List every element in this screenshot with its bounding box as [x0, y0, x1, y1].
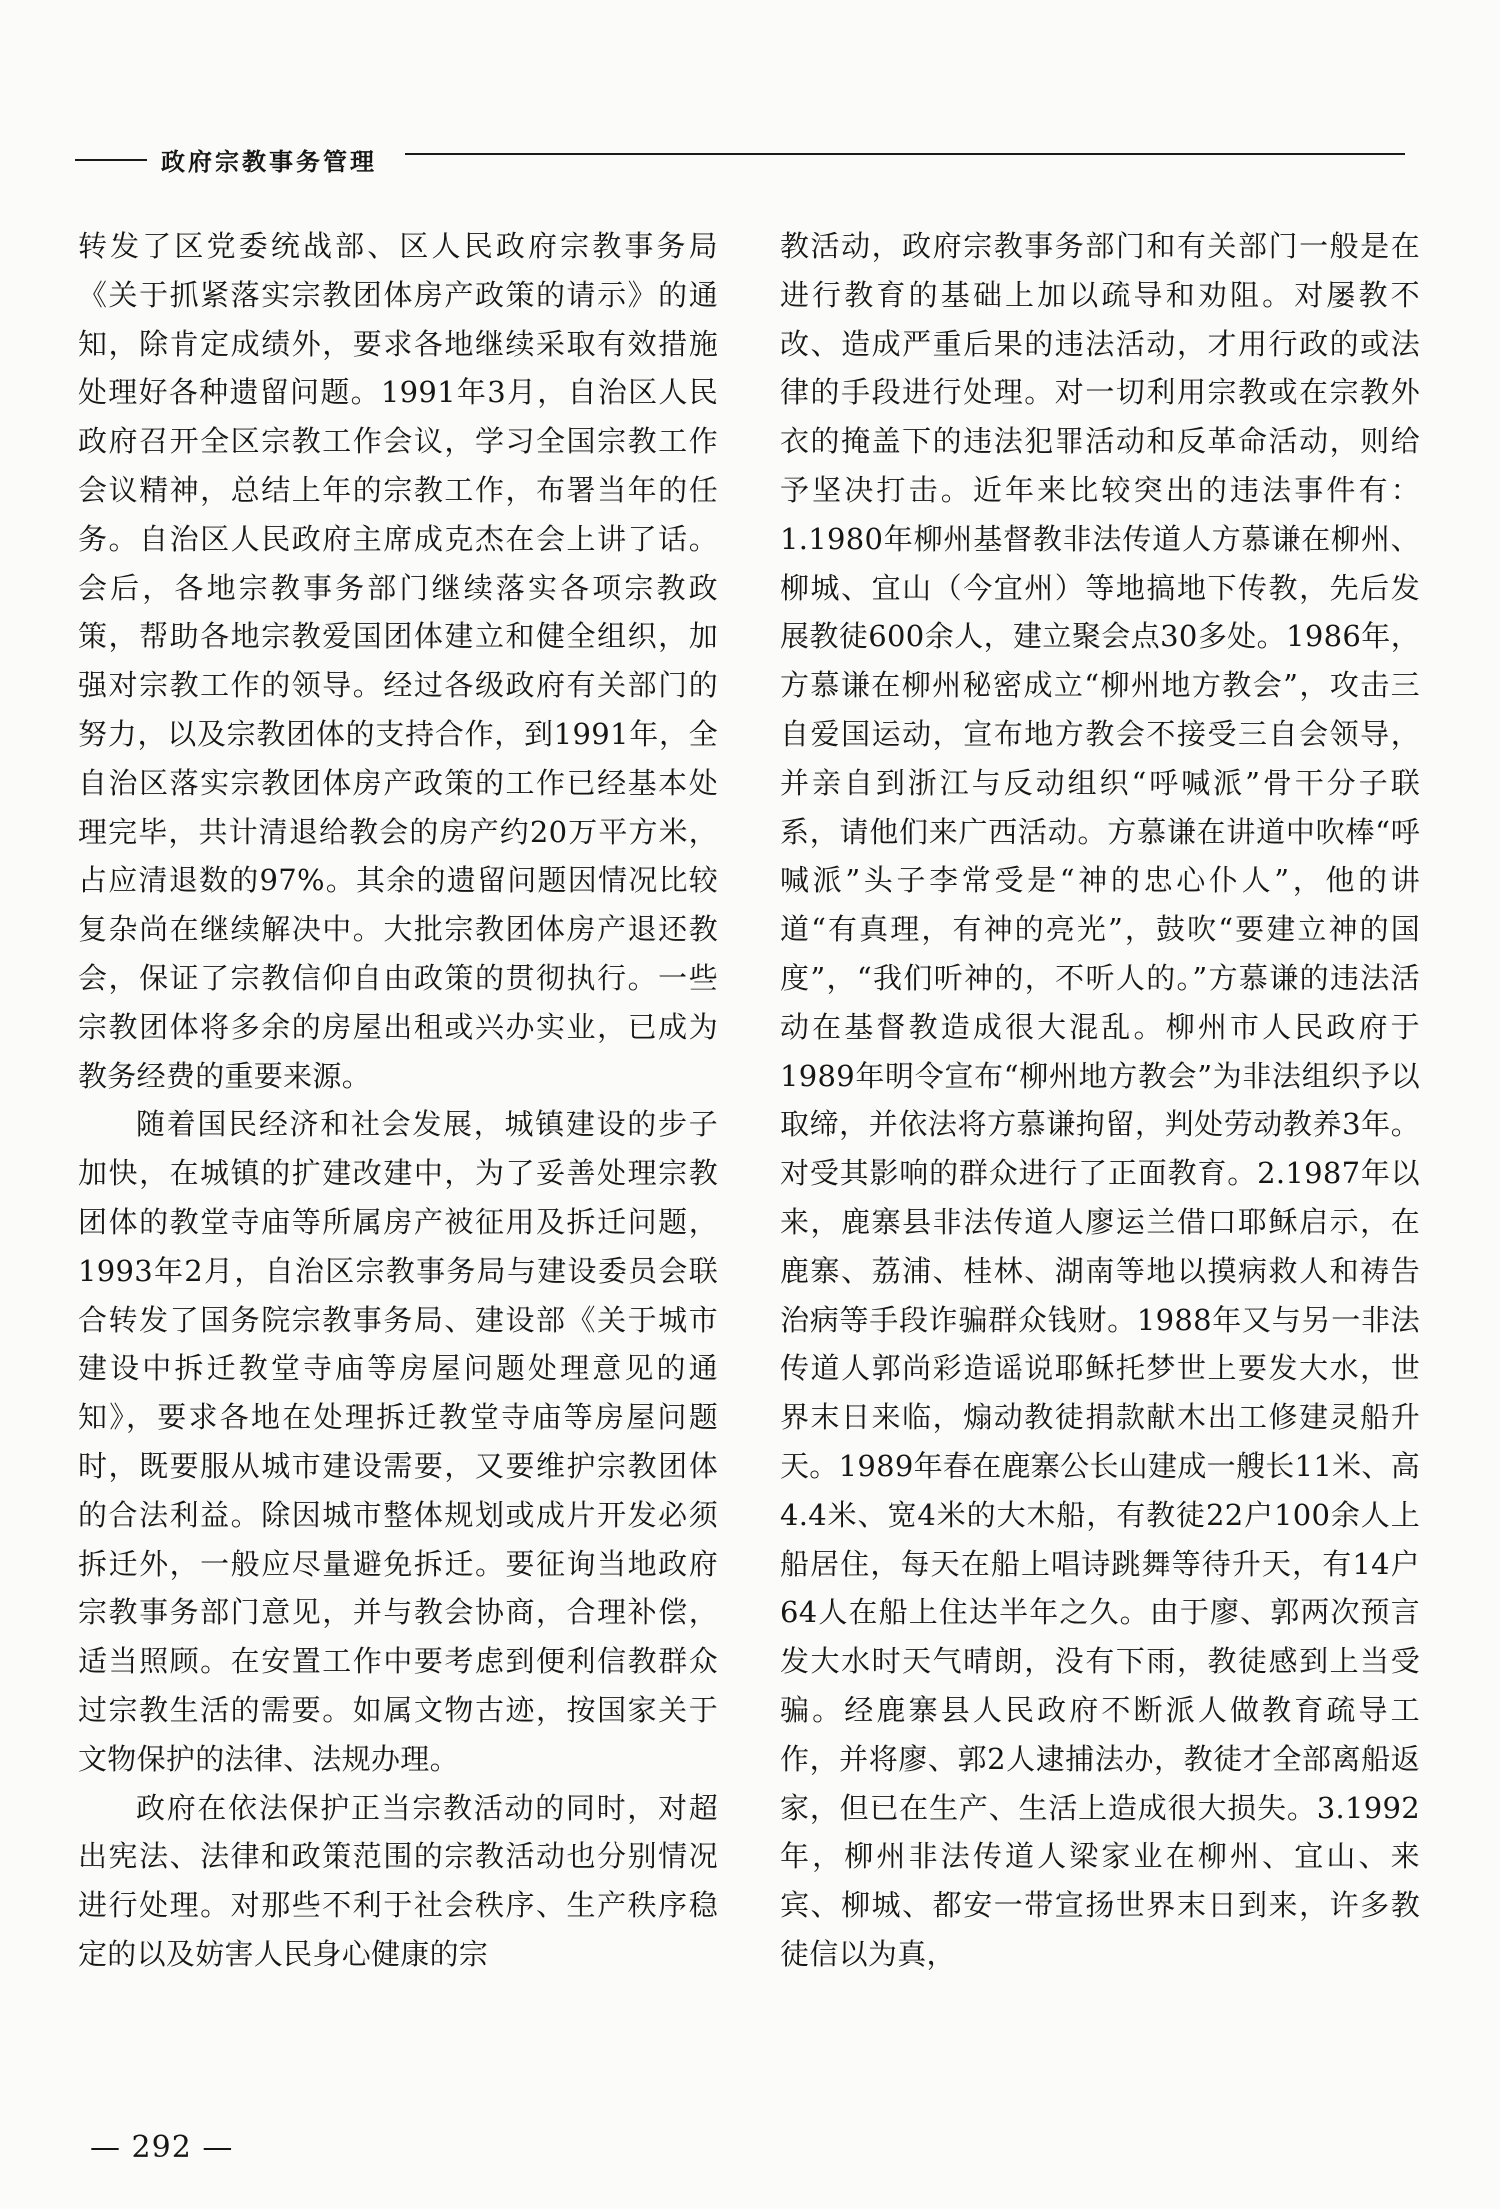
left-paragraph-2: 随着国民经济和社会发展，城镇建设的步子加快，在城镇的扩建改建中，为了妥善处理宗教团体的教堂寺庙等所属房产被征用及拆迁问题，1993年2月，自治区宗教事务局与建设委员会联合转发了国务院宗教事务局、建设部《关于城市建设中拆迁教堂寺庙等房屋问题处理意见的通知》，要求各地在处理拆迁教堂寺庙等房屋问题时，既要服从城市建设需要，又要维护宗教团体的合法利益。除因城市整体规划或成片开发必须拆迁外，一般应尽量避免拆迁。要征询当地政府宗教事务部门意见，并与教会协商，合理补偿，适当照顾。在安置工作中要考虑到便利信教群众过宗教生活的需要。如属文物古迹，按国家关于文物保护的法律、法规办理。: [78, 1107, 718, 1776]
header-rule-left: [75, 159, 147, 161]
header-title: 政府宗教事务管理: [161, 148, 377, 176]
header-rule-right: [405, 153, 1405, 155]
left-paragraph-1: 转发了区党委统战部、区人民政府宗教事务局《关于抓紧落实宗教团体房产政策的请示》的通知，除肯定成绩外，要求各地继续采取有效措施处理好各种遗留问题。1991年3月，自治区人民政府召开全区宗教工作会议，学习全国宗教工作会议精神，总结上年的宗教工作，布署当年的任务。自治区人民政府主席成克杰在会上讲了话。会后，各地宗教事务部门继续落实各项宗教政策，帮助各地宗教爱国团体建立和健全组织，加强对宗教工作的领导。经过各级政府有关部门的努力，以及宗教团体的支持合作，到1991年，全自治区落实宗教团体房产政策的工作已经基本处理完毕，共计清退给教会的房产约20万平方米，占应清退数的97%。其余的遗留问题因情况比较复杂尚在继续解决中。大批宗教团体房产退还教会，保证了宗教信仰自由政策的贯彻执行。一些宗教团体将多余的房屋出租或兴办实业，已成为教务经费的重要来源。: [78, 229, 718, 1093]
right-column: [780, 222, 1420, 1979]
left-column: [78, 222, 718, 1979]
right-paragraph-1: 教活动，政府宗教事务部门和有关部门一般是在进行教育的基础上加以疏导和劝阻。对屡教不改、造成严重后果的违法活动，才用行政的或法律的手段进行处理。对一切利用宗教或在宗教外衣的掩盖下的违法犯罪活动和反革命活动，则给予坚决打击。近年来比较突出的违法事件有：1.1980年柳州基督教非法传道人方慕谦在柳州、柳城、宜山（今宜州）等地搞地下传教，先后发展教徒600余人，建立聚会点30多处。1986年，方慕谦在柳州秘密成立“柳州地方教会”，攻击三自爱国运动，宣布地方教会不接受三自会领导，并亲自到浙江与反动组织“呼喊派”骨干分子联系，请他们来广西活动。方慕谦在讲道中吹棒“呼喊派”头子李常受是“神的忠心仆人”，他的讲道“有真理，有神的亮光”，鼓吹“要建立神的国度”，“我们听神的，不听人的。”方慕谦的违法活动在基督教造成很大混乱。柳州市人民政府于1989年明令宣布“柳州地方教会”为非法组织予以取缔，并依法将方慕谦拘留，判处劳动教养3年。对受其影响的群众进行了正面教育。2.1987年以来，鹿寨县非法传道人廖运兰借口耶稣启示，在鹿寨、荔浦、桂林、湖南等地以摸病救人和祷告治病等手段诈骗群众钱财。1988年又与另一非法传道人郭尚彩造谣说耶稣托梦世上要发大水，世界末日来临，煽动教徒捐款献木出工修建灵船升天。1989年春在鹿寨公长山建成一艘长11米、高4.4米、宽4米的大木船，有教徒22户100余人上船居住，每天在船上唱诗跳舞等待升天，有14户64人在船上住达半年之久。由于廖、郭两次预言发大水时天气晴朗，没有下雨，教徒感到上当受骗。经鹿寨县人民政府不断派人做教育疏导工作，并将廖、郭2人逮捕法办，教徒才全部离船返家，但已在生产、生活上造成很大损失。3.1992年，柳州非法传道人梁家业在柳州、宜山、来宾、柳城、都安一带宣扬世界末日到来，许多教徒信以为真，: [780, 229, 1420, 1971]
left-paragraph-3: 政府在依法保护正当宗教活动的同时，对超出宪法、法律和政策范围的宗教活动也分别情况进行处理。对那些不利于社会秩序、生产秩序稳定的以及妨害人民身心健康的宗: [78, 1790, 718, 1971]
running-header: [75, 140, 1410, 180]
page-number: — 292 —: [90, 2130, 234, 2165]
